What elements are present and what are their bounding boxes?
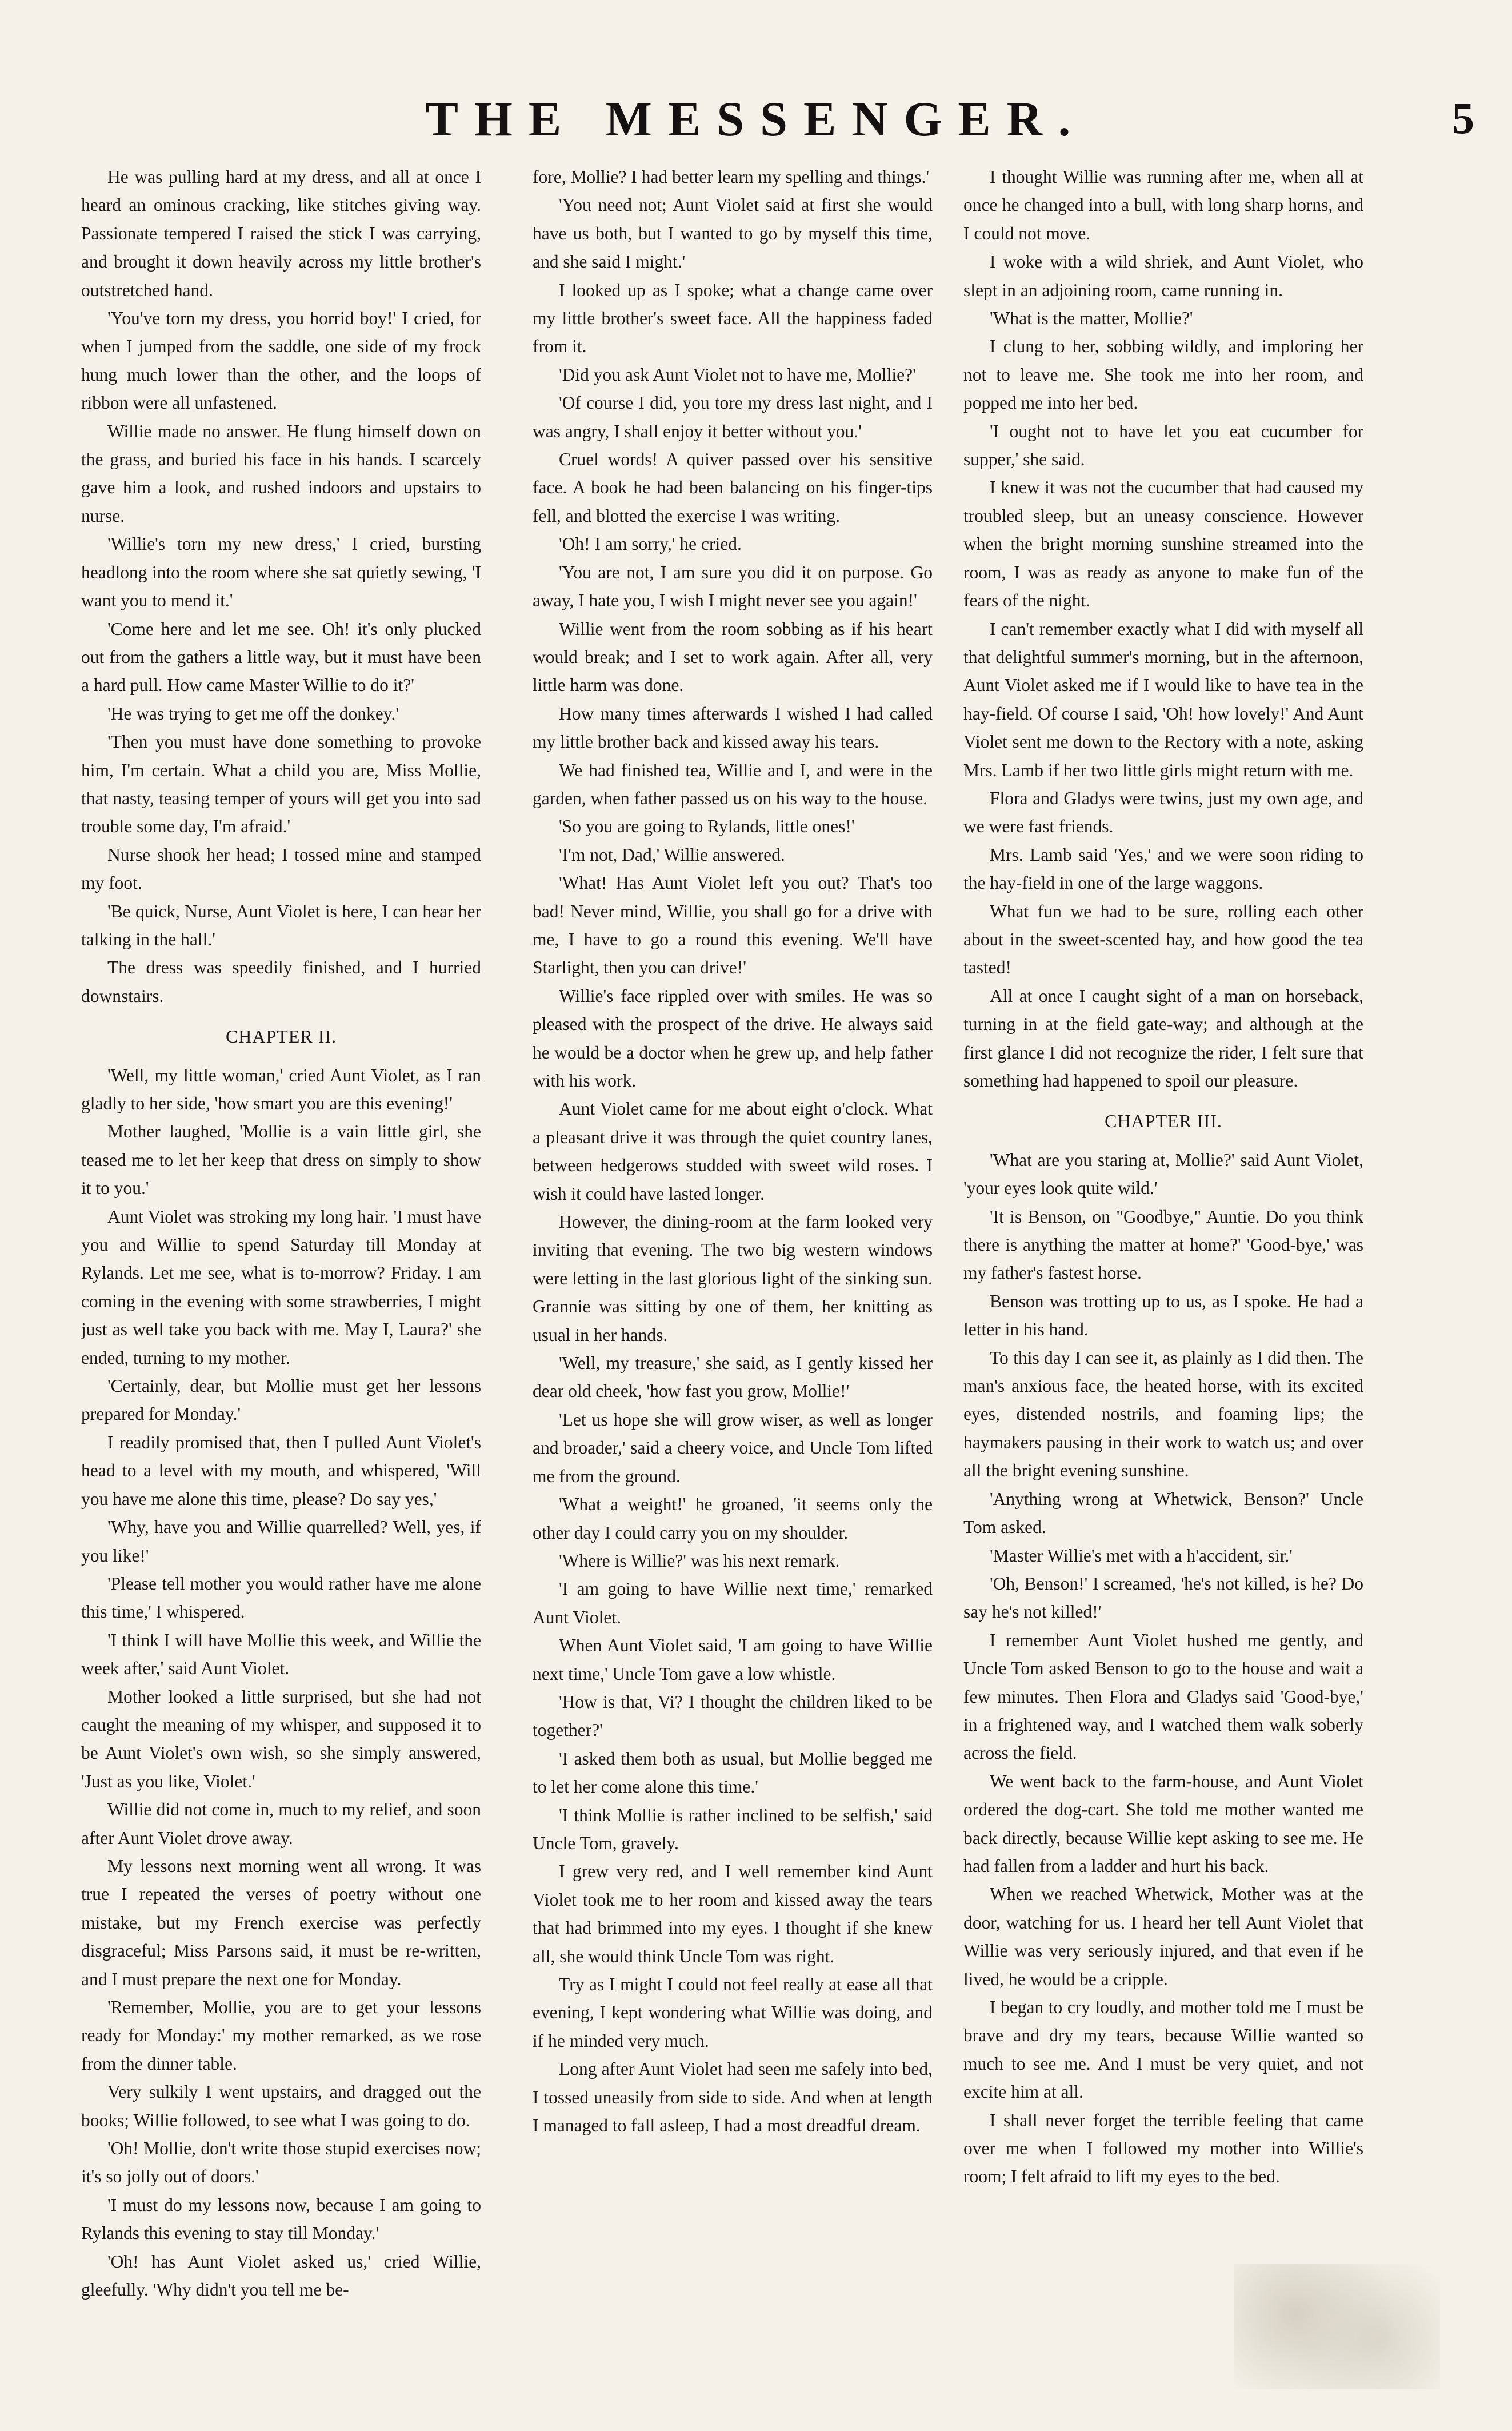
paragraph: I looked up as I spoke; what a change came over my little brother's sweet face. All the happiness faded from it. — [533, 280, 933, 357]
paragraph: I thought Willie was running after me, when all at once he changed into a bull, with long sharp horns, and I could not move. — [963, 167, 1363, 244]
paragraph: 'He was trying to get me off the donkey.' — [107, 703, 399, 724]
paragraph: 'Remember, Mollie, you are to get your lessons ready for Monday:' my mother remarked, as we rose from the dinner table. — [81, 1997, 481, 2074]
paragraph: 'Master Willie's met with a h'accident, sir.' — [990, 1545, 1293, 1566]
paragraph: 'Oh! has Aunt Violet asked us,' cried Willie, gleefully. 'Why didn't you tell me be- — [81, 2251, 481, 2300]
paragraph: 'You've torn my dress, you horrid boy!' I cried, for when I jumped from the saddle, one side of my frock hung much lower than the other, and the loops of ribbon were all unfastened. — [81, 308, 481, 413]
paragraph: When we reached Whetwick, Mother was at the door, watching for us. I heard her tell Aunt Violet that Willie was very seriously injured, and that even if he lived, he would be a cripple. — [963, 1884, 1363, 1989]
paragraph: 'I am going to have Willie next time,' remarked Aunt Violet. — [533, 1579, 933, 1627]
paragraph: Benson was trotting up to us, as I spoke. He had a letter in his hand. — [963, 1291, 1363, 1340]
paragraph: 'Come here and let me see. Oh! it's only plucked out from the gathers a little way, but it must have been a hard pull. How came Master Willie to do it?' — [81, 618, 481, 696]
paragraph: However, the dining-room at the farm looked very inviting that evening. The two big western windows were letting in the last glorious light of the sinking sun. Grannie was sitting by one of them, her knitting as usual in her hands. — [533, 1212, 933, 1345]
paragraph: All at once I caught sight of a man on horseback, turning in at the field gate-way; and although at the first glance I did not recognize the rider, I felt sure that something had happened to spoil our pleasure. — [963, 985, 1363, 1091]
paragraph: Willie made no answer. He flung himself down on the grass, and buried his face in his hands. I scarcely gave him a look, and rushed indoors and upstairs to nurse. — [81, 421, 481, 526]
paragraph: 'Well, my treasure,' she said, as I gently kissed her dear old cheek, 'how fast you grow, Mollie!' — [533, 1353, 933, 1402]
paragraph: 'I ought not to have let you eat cucumber for supper,' she said. — [963, 421, 1363, 470]
paragraph: 'How is that, Vi? I thought the children liked to be together?' — [533, 1691, 933, 1741]
masthead-title: THE MESSENGER. — [425, 91, 1087, 146]
paragraph: I woke with a wild shriek, and Aunt Violet, who slept in an adjoining room, came running in. — [963, 252, 1363, 300]
paragraph: We went back to the farm-house, and Aunt Violet ordered the dog-cart. She told me mother wanted me back directly, because Willie kept asking to see me. He had fallen from a ladder and hurt his back. — [963, 1771, 1363, 1876]
paragraph: Mrs. Lamb said 'Yes,' and we were soon riding to the hay-field in one of the large waggons. — [963, 844, 1363, 893]
paper-stain-decoration — [1234, 2264, 1440, 2389]
paragraph: Mother laughed, 'Mollie is a vain little girl, she teased me to let her keep that dress on simply to show it to you.' — [81, 1121, 481, 1199]
paragraph: 'Then you must have done something to provoke him, I'm certain. What a child you are, Miss Mollie, that nasty, teasing temper of yours will get you into sad trouble some day, I'm afraid.' — [81, 732, 481, 837]
paragraph: I grew very red, and I well remember kind Aunt Violet took me to her room and kissed away the tears that had brimmed into my eyes. I thought if she knew all, she would think Uncle Tom was right. — [533, 1861, 933, 1966]
chapter-heading: CHAPTER III. — [1105, 1111, 1222, 1132]
masthead — [0, 86, 1512, 154]
paragraph: I began to cry loudly, and mother told me I must be brave and dry my tears, because Willie wanted so much to see me. And I must be very quiet, and not excite him at all. — [963, 1997, 1363, 2102]
paragraph: Very sulkily I went upstairs, and dragged out the books; Willie followed, to see what I was going to do. — [81, 2082, 481, 2130]
paragraph: I clung to her, sobbing wildly, and imploring her not to leave me. She took me into her room, and popped me into her bed. — [963, 336, 1363, 413]
paragraph: 'I think I will have Mollie this week, and Willie the week after,' said Aunt Violet. — [81, 1630, 481, 1679]
chapter-heading: CHAPTER II. — [225, 1026, 337, 1047]
column-3 — [963, 163, 1363, 2191]
paragraph: What fun we had to be sure, rolling each other about in the sweet-scented hay, and how good the tea tasted! — [963, 901, 1363, 978]
paragraph: 'I asked them both as usual, but Mollie begged me to let her come alone this time.' — [533, 1748, 933, 1797]
paragraph: When Aunt Violet said, 'I am going to have Willie next time,' Uncle Tom gave a low whistle. — [533, 1635, 933, 1684]
paragraph: Try as I might I could not feel really at ease all that evening, I kept wondering what Willie was doing, and if he minded very much. — [533, 1974, 933, 2051]
paragraph: My lessons next morning went all wrong. It was true I repeated the verses of poetry without one mistake, but my French exercise was perfectly disgraceful; Miss Parsons said, it must be re-written, and I must prepare the next one for Monday. — [81, 1855, 481, 1989]
paragraph: I readily promised that, then I pulled Aunt Violet's head to a level with my mouth, and whispered, 'Will you have me alone this time, please? Do say yes,' — [81, 1432, 481, 1509]
paragraph: I can't remember exactly what I did with myself all that delightful summer's morning, but in the afternoon, Aunt Violet asked me if I would like to have tea in the hay-field. Of course I said, 'Oh! how lovely!' And Aunt Violet sent me down to the Rectory with a note, asking Mrs. Lamb if her two little girls might return with me. — [963, 618, 1363, 780]
paragraph: I knew it was not the cucumber that had caused my troubled sleep, but an uneasy conscience. However when the bright morning sunshine streamed into the room, I was as ready as anyone to make fun of the fears of the night. — [963, 477, 1363, 611]
paragraph: 'Please tell mother you would rather have me alone this time,' I whispered. — [81, 1573, 481, 1622]
paragraph: I remember Aunt Violet hushed me gently, and Uncle Tom asked Benson to go to the house and wait a few minutes. Then Flora and Gladys said 'Good-bye,' in a frightened way, and I watched them walk soberly across the field. — [963, 1630, 1363, 1763]
col1-body-after — [81, 1061, 481, 2304]
paragraph: Nurse shook her head; I tossed mine and stamped my foot. — [81, 844, 481, 893]
paragraph: 'Of course I did, you tore my dress last night, and I was angry, I shall enjoy it better without you.' — [533, 393, 933, 441]
paragraph: 'I must do my lessons now, because I am going to Rylands this evening to stay till Monday.' — [81, 2194, 481, 2244]
paragraph: 'What is the matter, Mollie?' — [990, 308, 1193, 329]
paragraph: 'Anything wrong at Whetwick, Benson?' Uncle Tom asked. — [963, 1488, 1363, 1538]
paragraph: 'What a weight!' he groaned, 'it seems only the other day I could carry you on my shoulder. — [533, 1494, 933, 1543]
paragraph: 'Did you ask Aunt Violet not to have me, Mollie?' — [559, 364, 916, 385]
column-1 — [81, 163, 481, 2304]
paragraph: 'I think Mollie is rather inclined to be selfish,' said Uncle Tom, gravely. — [533, 1805, 933, 1853]
paragraph: 'Be quick, Nurse, Aunt Violet is here, I can hear her talking in the hall.' — [81, 901, 481, 949]
paragraph: Willie went from the room sobbing as if his heart would break; and I set to work again. After all, very little harm was done. — [533, 618, 933, 696]
page-number: 5 — [1452, 93, 1474, 143]
paragraph: 'You are not, I am sure you did it on purpose. Go away, I hate you, I wish I might never see you again!' — [533, 562, 933, 611]
paragraph: 'Why, have you and Willie quarrelled? Well, yes, if you like!' — [81, 1517, 481, 1566]
col3-body-before — [963, 163, 1363, 1095]
column-2 — [533, 163, 933, 2139]
paragraph: We had finished tea, Willie and I, and were in the garden, when father passed us on his way to the house. — [533, 760, 933, 808]
paragraph: The dress was speedily finished, and I hurried downstairs. — [81, 957, 481, 1006]
paragraph: 'Let us hope she will grow wiser, as well as longer and broader,' said a cheery voice, and Uncle Tom lifted me from the ground. — [533, 1409, 933, 1486]
paragraph: 'You need not; Aunt Violet said at first she would have us both, but I wanted to go by myself this time, and she said I might.' — [533, 195, 933, 272]
paragraph: 'Oh, Benson!' I screamed, 'he's not killed, is he? Do say he's not killed!' — [963, 1573, 1363, 1622]
paragraph: 'What! Has Aunt Violet left you out? That's too bad! Never mind, Willie, you shall go for a drive with me, I have to go a round this evening. We'll have Starlight, then you can drive!' — [533, 873, 933, 978]
paragraph: I shall never forget the terrible feeling that came over me when I followed my mother into Willie's room; I felt afraid to lift my eyes to the bed. — [963, 2110, 1363, 2187]
paragraph: 'Where is Willie?' was his next remark. — [559, 1550, 840, 1571]
paragraph: Flora and Gladys were twins, just my own age, and we were fast friends. — [963, 788, 1363, 837]
col3-body-after — [963, 1146, 1363, 2191]
paragraph: Mother looked a little surprised, but she had not caught the meaning of my whisper, and supposed it to be Aunt Violet's own wish, so she simply answered, 'Just as you like, Violet.' — [81, 1686, 481, 1791]
paragraph: 'It is Benson, on "Goodbye," Auntie. Do you think there is anything the matter at home?' 'Good-bye,' was my father's fastest horse. — [963, 1206, 1363, 1283]
paragraph: Long after Aunt Violet had seen me safely into bed, I tossed uneasily from side to side. And when at length I managed to fall asleep, I had a most dreadful dream. — [533, 2059, 933, 2136]
paragraph: Cruel words! A quiver passed over his sensitive face. A book he had been balancing on his finger-tips fell, and blotted the exercise I was writing. — [533, 449, 933, 526]
col1-body-before — [81, 163, 481, 1010]
paragraph: 'Oh! Mollie, don't write those stupid exercises now; it's so jolly out of doors.' — [81, 2138, 481, 2187]
paragraph: fore, Mollie? I had better learn my spelling and things.' — [533, 167, 930, 187]
paragraph: 'I'm not, Dad,' Willie answered. — [559, 844, 785, 865]
paragraph: Aunt Violet came for me about eight o'clock. What a pleasant drive it was through the quiet country lanes, between hedgerows studded with sweet wild roses. I wish it could have lasted longer. — [533, 1099, 933, 1204]
paragraph: 'Oh! I am sorry,' he cried. — [559, 534, 742, 554]
paragraph: How many times afterwards I wished I had called my little brother back and kissed away his tears. — [533, 703, 933, 752]
paragraph: 'Willie's torn my new dress,' I cried, bursting headlong into the room where she sat quietly sewing, 'I want you to mend it.' — [81, 534, 481, 611]
paragraph: 'So you are going to Rylands, little ones!' — [559, 816, 855, 837]
paragraph: To this day I can see it, as plainly as I did then. The man's anxious face, the heated horse, with its excited eyes, distended nostrils, and foaming lips; the haymakers pausing in their work to watch us; and over all the bright evening sunshine. — [963, 1347, 1363, 1481]
paragraph: Aunt Violet was stroking my long hair. 'I must have you and Willie to spend Saturday till Monday at Rylands. Let me see, what is to-morrow? Friday. I am coming in the evening with some strawberries, I might just as well take you back with me. May I, Laura?' she ended, turning to my mother. — [81, 1206, 481, 1368]
paragraph: Willie did not come in, much to my relief, and soon after Aunt Violet drove away. — [81, 1799, 481, 1848]
paragraph: He was pulling hard at my dress, and all at once I heard an ominous cracking, like stitches giving way. Passionate tempered I raised the stick I was carrying, and brought it down heavily across my little brother's outstretched hand. — [81, 167, 481, 300]
paragraph: 'Certainly, dear, but Mollie must get her lessons prepared for Monday.' — [81, 1376, 481, 1424]
paragraph: Willie's face rippled over with smiles. He was so pleased with the prospect of the drive. He always said he would be a doctor when he grew up, and help father with his work. — [533, 985, 933, 1091]
paragraph: 'Well, my little woman,' cried Aunt Violet, as I ran gladly to her side, 'how smart you are this evening!' — [81, 1065, 481, 1113]
paragraph: 'What are you staring at, Mollie?' said Aunt Violet, 'your eyes look quite wild.' — [963, 1149, 1363, 1199]
